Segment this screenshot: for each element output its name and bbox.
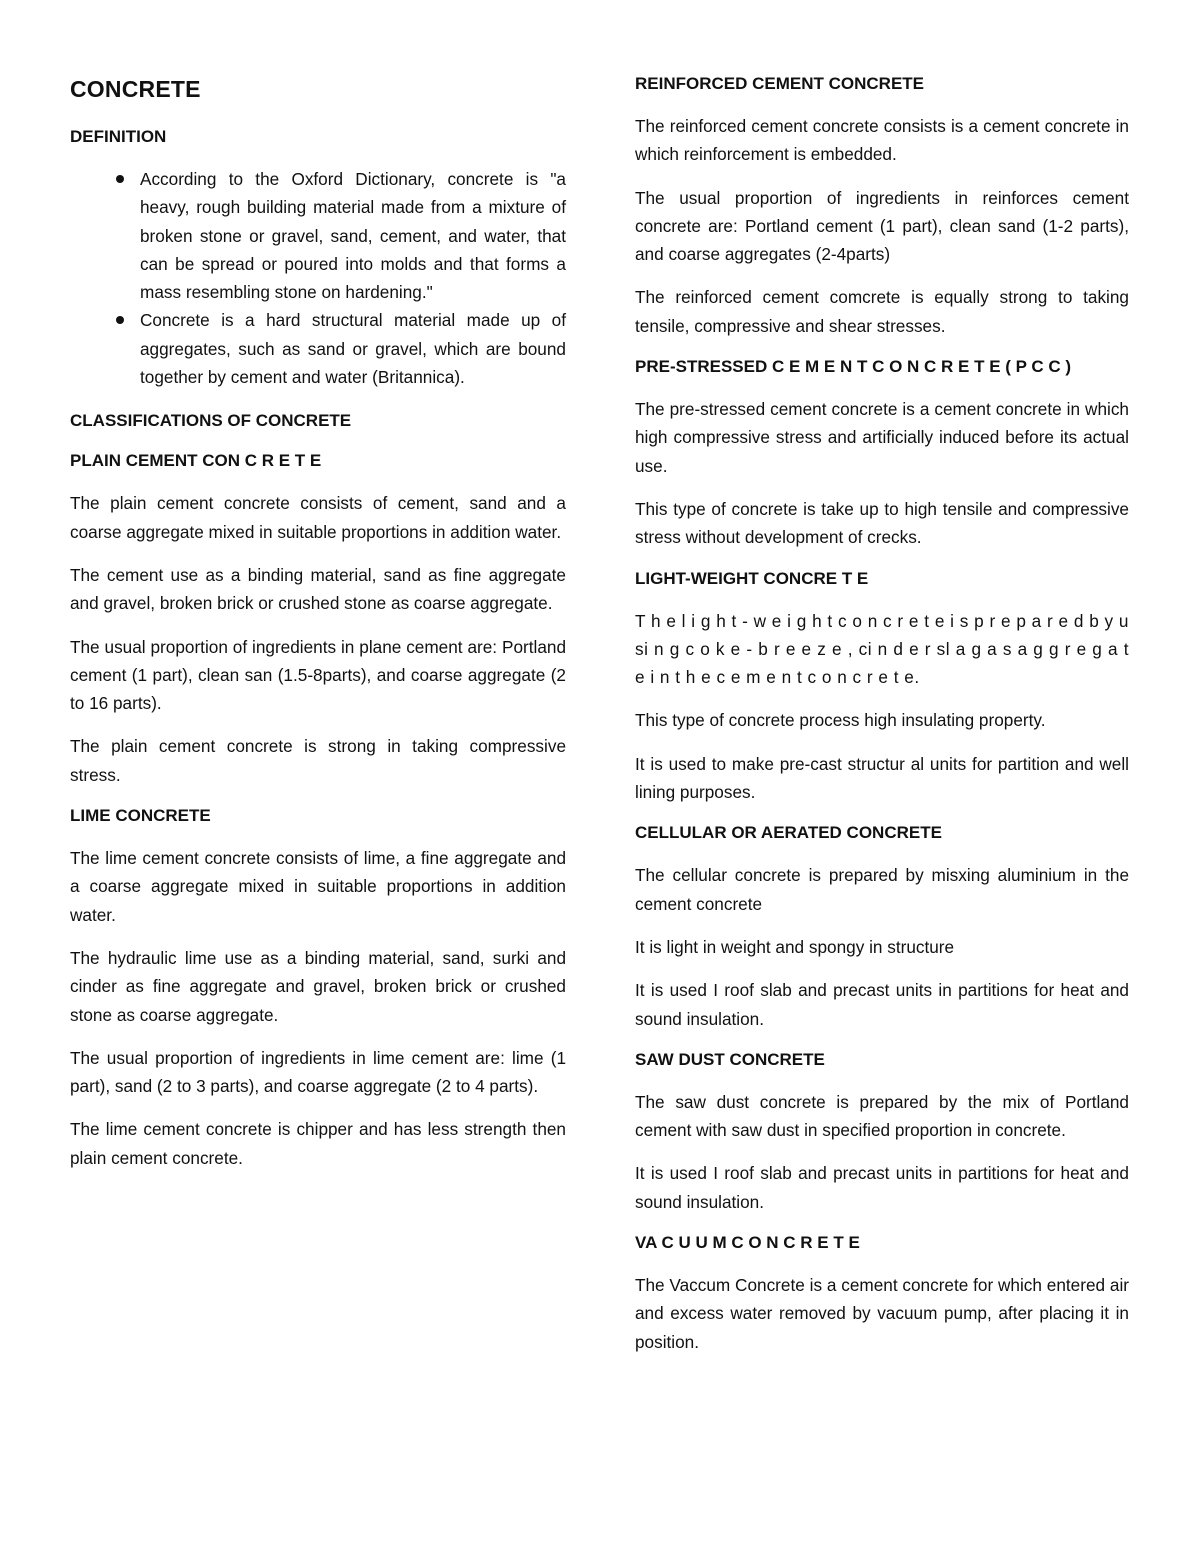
definition-item-oxford <box>140 165 566 306</box>
rcc-paragraph-2: The usual proportion of ingredients in reinforces cement concrete are: Portland cement (1 part), clean sand (1-2 parts), and coarse aggregates (2-4parts) <box>635 187 1129 265</box>
sawdust-paragraph-2: It is used I roof slab and precast units in partitions for heat and sound insulation. <box>635 1163 1129 1212</box>
lime-paragraph-4: The lime cement concrete is chipper and has less strength then plain cement concrete. <box>70 1119 566 1168</box>
plain-concrete-heading: PLAIN CEMENT CON C R E T E <box>70 451 322 471</box>
definition-text: According to the Oxford Dictionary, concrete is "a heavy, rough building material made from a mixture of broken stone or gravel, sand, cement, and water, that can be spread or poured into molds and that forms a mass resembling stone on hardening." <box>140 169 566 303</box>
sawdust-heading: SAW DUST CONCRETE <box>635 1049 825 1069</box>
right-column <box>635 72 1129 1371</box>
plain-paragraph-1: The plain cement concrete consists of cement, sand and a coarse aggregate mixed in suitable proportions in addition water. <box>70 493 566 542</box>
bullet-icon <box>116 316 124 324</box>
plain-paragraph-2: The cement use as a binding material, sand as fine aggregate and gravel, broken brick or crushed stone as coarse aggregate. <box>70 564 566 614</box>
definition-item-britannica <box>140 306 566 391</box>
definition-text: Concrete is a hard structural material made up of aggregates, such as sand or gravel, which are bound together by cement and water (Britannica). <box>140 310 566 388</box>
rcc-paragraph-1: The reinforced cement concrete consists is a cement concrete in which reinforcement is embedded. <box>635 116 1129 165</box>
definition-heading: DEFINITION <box>70 127 167 146</box>
lime-paragraph-3: The usual proportion of ingredients in lime cement are: lime (1 part), sand (2 to 3 parts), and coarse aggregate (2 to 4 parts). <box>70 1047 566 1097</box>
vacuum-paragraph-1: The Vaccum Concrete is a cement concrete for which entered air and excess water removed by vacuum pump, after placing it in position. <box>635 1275 1129 1352</box>
lightweight-paragraph-3: It is used to make pre-cast structur al units for partition and well lining purposes. <box>635 753 1129 803</box>
cellular-heading: CELLULAR OR AERATED CONCRETE <box>635 823 942 843</box>
left-column <box>70 72 566 1187</box>
rcc-heading: REINFORCED CEMENT CONCRETE <box>635 74 925 93</box>
prestressed-paragraph-1: The pre-stressed cement concrete is a cement concrete in which high compressive stress and artificially induced before its actual use. <box>635 399 1129 476</box>
bullet-icon <box>116 175 124 183</box>
sawdust-paragraph-1: The saw dust concrete is prepared by the mix of Portland cement with saw dust in specified proportion in concrete. <box>635 1091 1129 1141</box>
definition-list <box>70 165 566 391</box>
plain-paragraph-3: The usual proportion of ingredients in plane cement are: Portland cement (1 part), clean san (1.5-8parts), and coarse aggregate (2 to 16 parts). <box>70 636 566 714</box>
lime-concrete-heading: LIME CONCRETE <box>70 806 211 826</box>
classifications-heading: CLASSIFICATIONS OF CONCRETE <box>70 411 352 431</box>
prestressed-heading: PRE-STRESSED C E M E N T C O N C R E T E ( P C C ) <box>635 357 1072 377</box>
lime-paragraph-2: The hydraulic lime use as a binding material, sand, surki and cinder as fine aggregate and gravel, broken brick or crushed stone as coarse aggregate. <box>70 947 566 1025</box>
vacuum-heading: VA C U U M C O N C R E T E <box>635 1233 860 1253</box>
lightweight-paragraph-1: T h e l i g h t - w e i g h t c o n c r e t e i s p r e p a r e d b y u si n g c o k e - b r e e z e , ci n d e r sl a g a s a g g r e g a t e i n t h e c e m e n t c o n c r e t e. <box>635 610 1129 688</box>
rcc-paragraph-3: The reinforced cement comcrete is equally strong to taking tensile, compressive and shear stresses. <box>635 287 1129 336</box>
lightweight-paragraph-2: This type of concrete process high insulating property. <box>635 710 1046 731</box>
prestressed-paragraph-2: This type of concrete is take up to high tensile and compressive stress without development of crecks. <box>635 498 1129 548</box>
cellular-paragraph-1: The cellular concrete is prepared by misxing aluminium in the cement concrete <box>635 865 1129 914</box>
lightweight-heading: LIGHT-WEIGHT CONCRE T E <box>635 568 869 588</box>
lime-paragraph-1: The lime cement concrete consists of lime, a fine aggregate and a coarse aggregate mixed in suitable proportions in addition water. <box>70 848 566 925</box>
cellular-paragraph-2: It is light in weight and spongy in structure <box>635 936 955 957</box>
document-title: CONCRETE <box>70 76 201 102</box>
cellular-paragraph-3: It is used I roof slab and precast units in partitions for heat and sound insulation. <box>635 980 1129 1029</box>
plain-paragraph-4: The plain cement concrete is strong in taking compressive stress. <box>70 736 566 785</box>
